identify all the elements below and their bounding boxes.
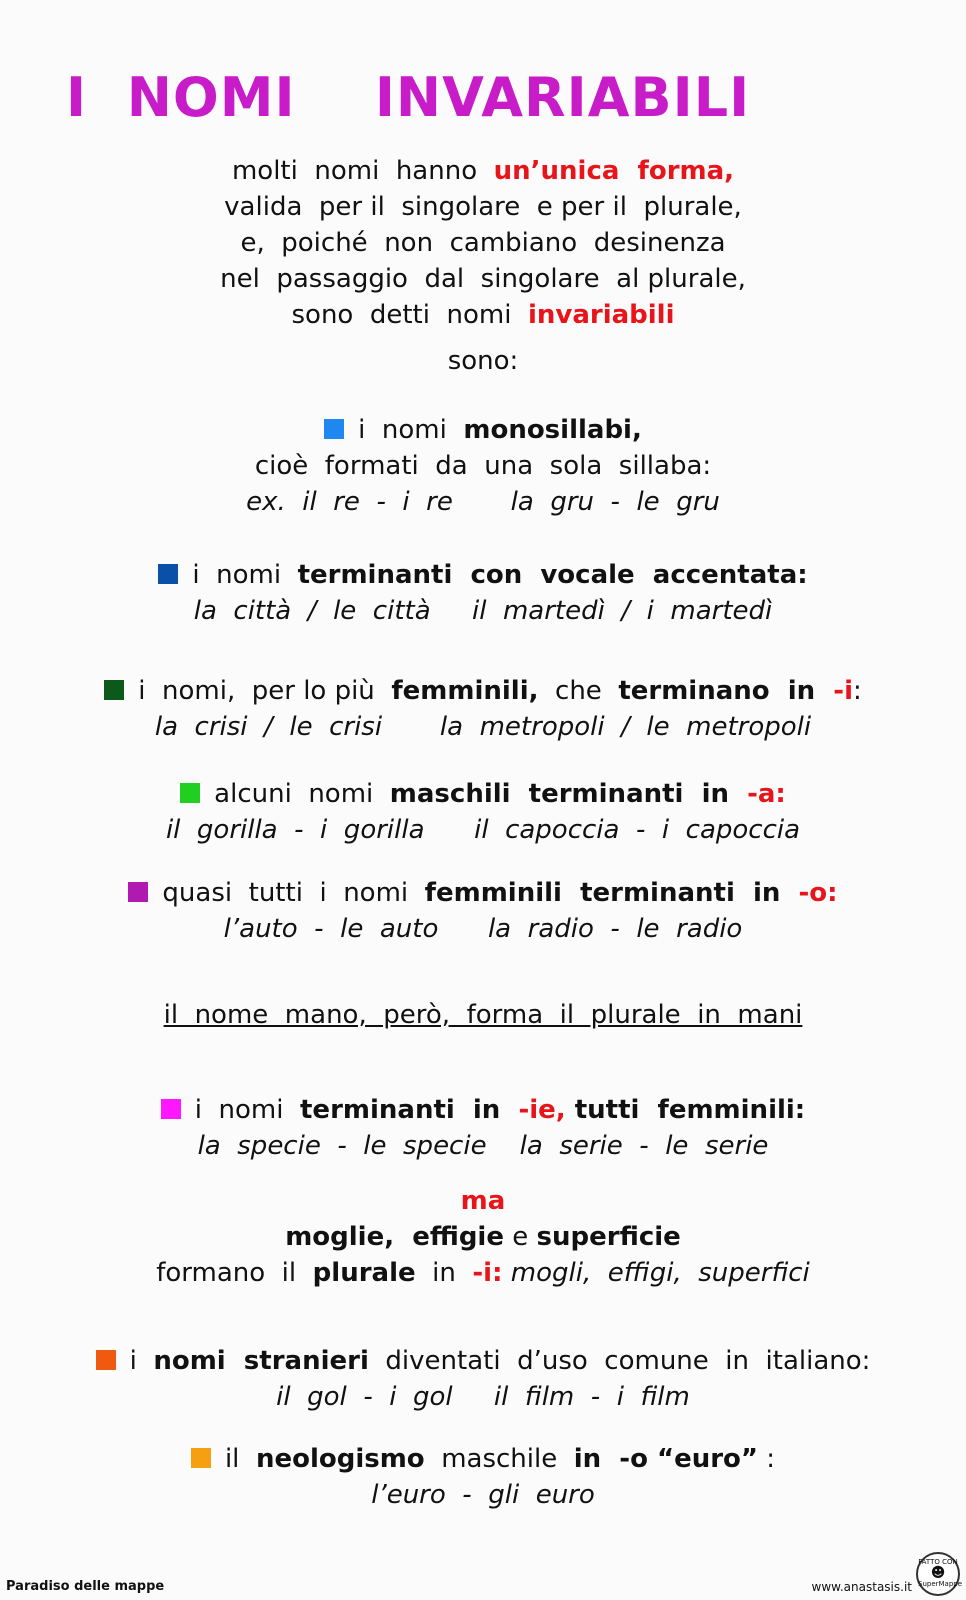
green-square-icon [180, 783, 200, 803]
intro-line-4: nel passaggio dal singolare al plurale, [220, 264, 746, 294]
blue-square-icon [324, 419, 344, 439]
ma-word: ma [460, 1186, 506, 1216]
monosillabi-example: ex. il re - i re la gru - le gru [246, 487, 720, 517]
logo-top-text: FATTO CON [918, 1558, 958, 1566]
section-neologismo: il neologismo maschile in -o “euro” : [0, 1441, 966, 1477]
magenta-square-icon [161, 1099, 181, 1119]
ma-line-3: formano il plurale in -i: mogli, effigi, superfici [156, 1258, 810, 1288]
maschili-a-example: il gorilla - i gorilla il capoccia - i capoccia [165, 815, 801, 845]
orange-square-icon [96, 1350, 116, 1370]
footer-website: www.anastasis.it [811, 1580, 912, 1594]
femminili-o-example: l’auto - le auto la radio - le radio [223, 914, 743, 944]
terminanti-ie-example: la specie - le specie la serie - le serie [197, 1131, 769, 1161]
purple-square-icon [128, 882, 148, 902]
intro-line-3: e, poiché non cambiano desinenza [240, 228, 726, 258]
section-stranieri: i nomi stranieri diventati d’uso comune in italiano: [0, 1343, 966, 1379]
section-femminili-o: quasi tutti i nomi femminili terminanti in -o: [0, 875, 966, 911]
logo-bottom-text: SuperMappe [918, 1580, 963, 1588]
section-accentata: i nomi terminanti con vocale accentata: [0, 557, 966, 593]
section-femminili-i: i nomi, per lo più femminili, che terminano in -i: [0, 673, 966, 709]
neologismo-example: l’euro - gli euro [371, 1480, 595, 1510]
footer-left-credit: Paradiso delle mappe [6, 1579, 165, 1594]
section-maschili-a: alcuni nomi maschili terminanti in -a: [0, 776, 966, 812]
femminili-i-example: la crisi / le crisi la metropoli / le metropoli [154, 712, 812, 742]
page-title: I NOMI INVARIABILI [66, 66, 751, 129]
darkblue-square-icon [158, 564, 178, 584]
monosillabi-desc: cioè formati da una sola sillaba: [254, 451, 712, 481]
intro-line-5: sono detti nomi invariabili [291, 300, 675, 330]
intro-line-2: valida per il singolare e per il plurale, [224, 192, 742, 222]
mano-note: il nome mano, però, forma il plurale in mani [163, 1000, 803, 1030]
stranieri-example: il gol - i gol il film - i film [276, 1382, 690, 1412]
amber-square-icon [191, 1448, 211, 1468]
supermappe-logo [916, 1552, 963, 1596]
ma-line-2: moglie, effigie e superficie [285, 1222, 681, 1252]
accentata-example: la città / le città il martedì / i martedì [193, 596, 773, 626]
intro-line-1: molti nomi hanno un’unica forma, [231, 156, 735, 186]
intro-line-6: sono: [447, 346, 519, 376]
darkgreen-square-icon [104, 680, 124, 700]
section-monosillabi: i nomi monosillabi, [0, 412, 966, 448]
section-terminanti-ie: i nomi terminanti in -ie, tutti femminili: [0, 1092, 966, 1128]
logo-face-icon: ☻ [930, 1565, 946, 1581]
